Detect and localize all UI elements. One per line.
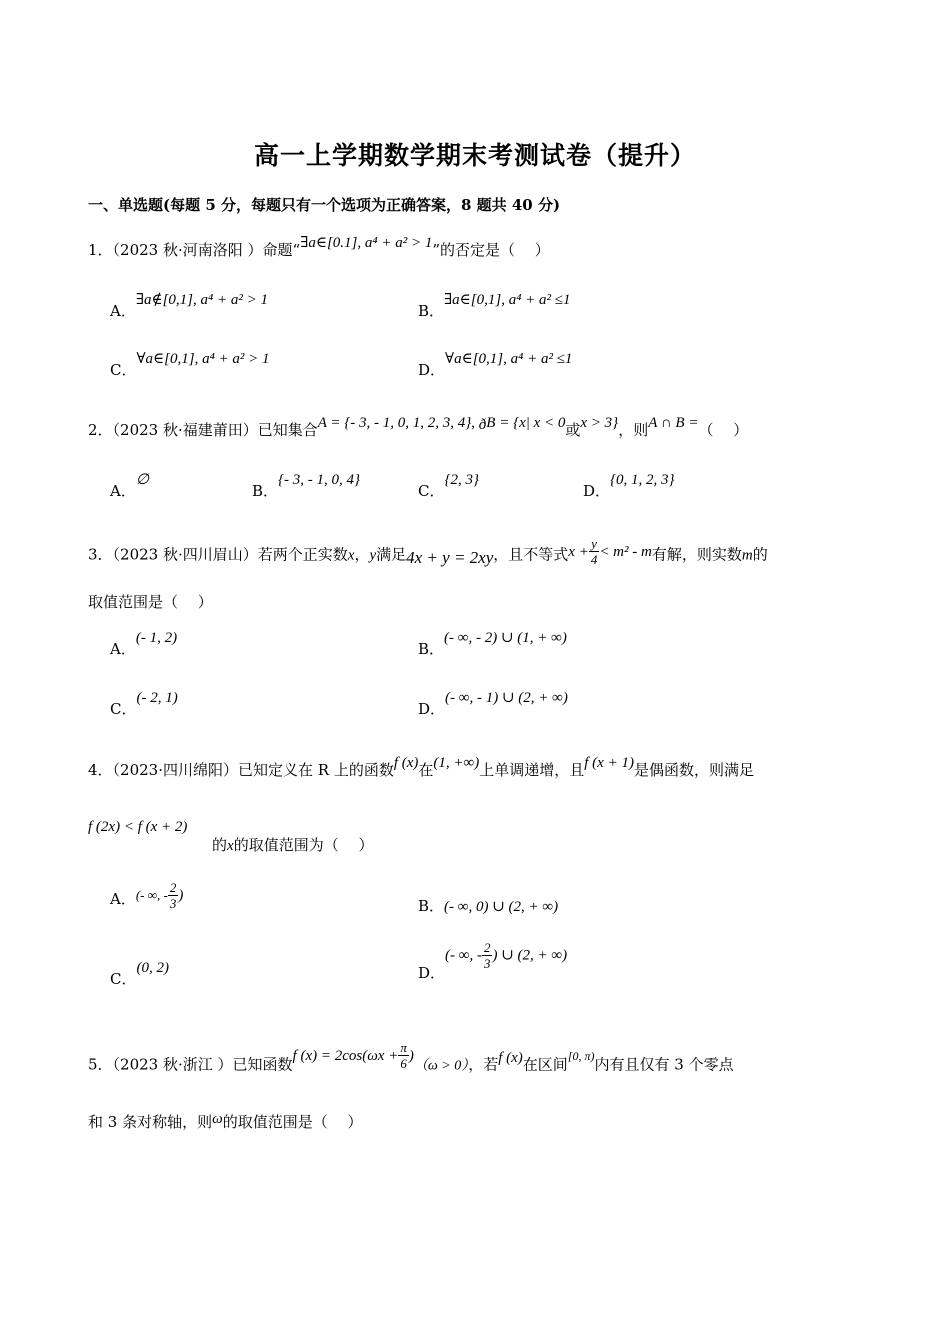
option-math: (- ∞, - 1) ∪ (2, + ∞) xyxy=(445,690,568,706)
question-source: （2023 秋·浙江 ）已知函数 xyxy=(112,1055,293,1074)
question-2: 2．（2023 秋·福建莆田）已知集合A = {- 3, - 1, 0, 1, 2, 3, 4}, ðB = {x| x < 0或x > 3}，则A ∩ B =（ ） xyxy=(88,415,749,439)
question-text: ，且不等式 xyxy=(493,545,569,564)
question-text: 和 3 条对称轴，则 xyxy=(88,1113,213,1131)
question-text: （ ） xyxy=(698,421,749,439)
frac-den: 3 xyxy=(483,956,491,971)
option-math: (0, 2) xyxy=(136,960,169,976)
option-label: B． xyxy=(418,302,445,320)
fx-math: f (x) xyxy=(393,755,419,771)
q3-option-a[interactable] xyxy=(110,626,178,658)
option-math: (- 1, 2) xyxy=(135,630,178,646)
option-fraction xyxy=(482,940,493,971)
option-math: {2, 3} xyxy=(444,472,479,488)
q2-option-c[interactable] xyxy=(418,468,479,500)
option-fraction xyxy=(168,880,179,911)
frac-num: π xyxy=(400,1040,407,1055)
punct: ， xyxy=(354,545,370,564)
option-label: A． xyxy=(110,302,136,320)
question-text: 上单调递增，且 xyxy=(479,761,585,779)
q1-option-a[interactable] xyxy=(110,288,268,320)
inequality-math-right: < m² - m xyxy=(599,543,652,560)
question-number: 5． xyxy=(88,1055,113,1074)
option-math: ∃a∈[0,1], a⁴ + a² ≤1 xyxy=(444,292,571,308)
fx1-math: f (x + 1) xyxy=(584,755,634,771)
question-number: 4． xyxy=(88,761,113,779)
interval-math: (1, +∞) xyxy=(433,755,480,771)
option-label: B． xyxy=(418,640,445,658)
question-text: ”的否定是（ ） xyxy=(432,241,550,259)
option-math: (- ∞, - 2) ∪ (1, + ∞) xyxy=(444,630,567,646)
fraction-pi-6 xyxy=(398,1040,409,1071)
inequality-math: f (2x) < f (x + 2) xyxy=(88,819,188,835)
fx-math: f (x) xyxy=(498,1049,523,1066)
q1-option-b[interactable] xyxy=(418,288,571,320)
var-x: x xyxy=(347,547,355,564)
section-header: 一、单选题(每题 5 分，每题只有一个选项为正确答案，8 题共 40 分) xyxy=(88,196,561,214)
frac-den: 4 xyxy=(590,552,598,567)
option-math-post: ) xyxy=(178,887,184,904)
q2-option-d[interactable] xyxy=(583,468,675,500)
set-b-math-end: x > 3} xyxy=(580,415,619,431)
question-text: 内有且仅有 3 个零点 xyxy=(594,1055,734,1074)
q3-option-d[interactable] xyxy=(418,686,568,718)
frac-den: 6 xyxy=(400,1056,407,1071)
question-text: 的 xyxy=(212,836,228,854)
option-math: ∅ xyxy=(135,472,149,488)
q4-option-c[interactable] xyxy=(110,956,169,988)
question-source: （2023 秋·福建莆田）已知集合 xyxy=(112,421,318,439)
option-label: C． xyxy=(110,361,137,379)
q1-option-c[interactable] xyxy=(110,347,270,379)
function-math: f (x) = 2cos(ωx + xyxy=(292,1047,399,1064)
q4-option-a[interactable] xyxy=(110,880,183,911)
var-x: x xyxy=(227,838,234,854)
var-y: y xyxy=(369,547,377,564)
question-text: 在 xyxy=(418,761,434,779)
frac-num: 2 xyxy=(169,880,177,895)
question-text: 有解，则实数 xyxy=(651,545,742,564)
question-text: ，若 xyxy=(468,1055,499,1074)
question-4 xyxy=(88,755,754,781)
var-omega: ω xyxy=(212,1111,223,1127)
question-number: 3． xyxy=(88,545,113,564)
question-text: 的取值范围是（ ） xyxy=(222,1113,363,1131)
option-label: C． xyxy=(110,970,137,988)
question-4-line2-text xyxy=(212,835,373,856)
q4-option-b[interactable] xyxy=(418,895,558,916)
option-math-post: ) ∪ (2, + ∞) xyxy=(492,947,568,964)
option-math: (- ∞, 0) ∪ (2, + ∞) xyxy=(444,899,559,915)
option-math: ∀a∈[0,1], a⁴ + a² > 1 xyxy=(136,351,270,367)
option-math: ∃a∉[0,1], a⁴ + a² > 1 xyxy=(135,292,268,308)
question-5 xyxy=(88,1040,734,1081)
function-math-post: ) xyxy=(408,1047,414,1064)
question-source: （2023·四川绵阳）已知定义在 R 上的函数 xyxy=(112,761,394,779)
option-math-pre: (- ∞, - xyxy=(135,887,168,903)
question-math: ∃a∈[0.1], a⁴ + a² > 1 xyxy=(300,235,433,251)
question-text: 满足 xyxy=(376,545,407,564)
frac-num: y xyxy=(591,536,597,551)
question-text: 是偶函数，则满足 xyxy=(633,761,754,779)
q1-option-d[interactable] xyxy=(418,347,573,379)
option-label: A． xyxy=(110,889,136,908)
option-math: (- 2, 1) xyxy=(136,690,178,706)
set-b-math: B = {x| x < 0 xyxy=(486,415,566,431)
set-a-math: A = {- 3, - 1, 0, 1, 2, 3, 4} xyxy=(317,415,472,431)
q4-option-d[interactable] xyxy=(418,940,568,982)
question-text: 或 xyxy=(565,421,581,439)
option-label: D． xyxy=(583,482,611,500)
question-text: 的取值范围为（ ） xyxy=(233,836,374,854)
option-label: B． xyxy=(252,482,279,500)
option-math-pre: (- ∞, - xyxy=(445,947,482,964)
inequality-math: x + xyxy=(568,543,589,560)
option-label: D． xyxy=(418,963,446,982)
question-number: 1． xyxy=(88,241,113,259)
option-math: ∀a∈[0,1], a⁴ + a² ≤1 xyxy=(445,351,573,367)
frac-den: 3 xyxy=(169,896,177,911)
option-label: C． xyxy=(418,482,445,500)
interval-math: [0, π) xyxy=(567,1048,595,1063)
q2-option-a[interactable] xyxy=(110,468,149,500)
question-text: 在区间 xyxy=(522,1055,568,1074)
question-3-line2: 取值范围是（ ） xyxy=(88,593,213,611)
question-5-line2 xyxy=(88,1112,362,1133)
option-label: D． xyxy=(418,361,446,379)
option-label: A． xyxy=(110,640,136,658)
option-math: {- 3, - 1, 0, 4} xyxy=(278,472,361,488)
option-label: D． xyxy=(418,700,446,718)
question-4-line2 xyxy=(88,819,188,843)
question-source: （2023 秋·四川眉山）若两个正实数 xyxy=(112,545,348,564)
condition-math: （ω > 0） xyxy=(413,1058,469,1074)
intersection-math: A ∩ B = xyxy=(648,415,699,431)
var-m: m xyxy=(741,547,753,564)
frac-num: 2 xyxy=(483,940,491,955)
q2-option-b[interactable] xyxy=(252,468,361,500)
option-label: B． xyxy=(418,897,445,915)
question-1 xyxy=(88,235,550,261)
question-text: ，则 xyxy=(618,421,649,439)
option-label: A． xyxy=(110,482,136,500)
question-3 xyxy=(88,536,768,571)
complement-symbol: ð xyxy=(478,417,487,433)
page-title: 高一上学期数学期末考测试卷（提升） xyxy=(253,141,696,170)
q3-option-c[interactable] xyxy=(110,686,178,718)
question-text: 的 xyxy=(752,545,768,564)
equation-math: 4x + y = 2xy xyxy=(406,547,494,567)
q3-option-b[interactable] xyxy=(418,626,567,658)
question-number: 2． xyxy=(88,421,113,439)
option-label: C． xyxy=(110,700,137,718)
question-source: （2023 秋·河南洛阳 ）命题“ xyxy=(112,241,301,259)
option-math: {0, 1, 2, 3} xyxy=(610,472,675,488)
fraction-y-4 xyxy=(589,536,600,567)
